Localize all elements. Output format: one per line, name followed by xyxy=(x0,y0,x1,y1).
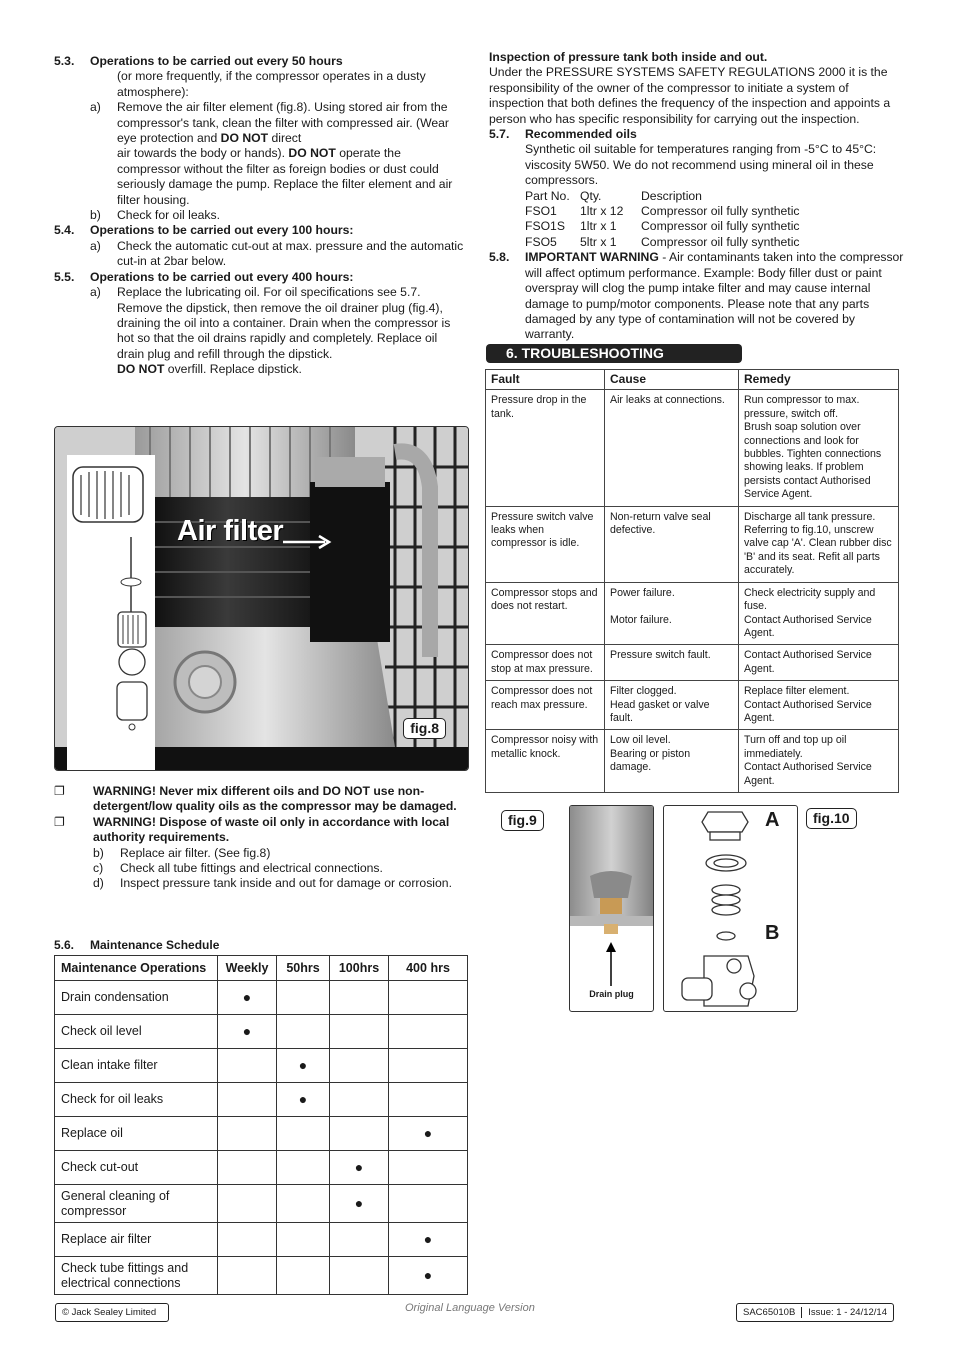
cause-cell: Non-return valve seal defective. xyxy=(605,506,739,582)
schedule-cell: ● xyxy=(330,1185,389,1223)
table-row xyxy=(55,1117,468,1151)
schedule-cell: ● xyxy=(389,1257,468,1295)
fig-10-label: fig.10 xyxy=(806,808,857,829)
oils-table xyxy=(525,189,800,251)
cause-cell: Power failure. Motor failure. xyxy=(605,582,739,645)
operation-cell: Check oil level xyxy=(55,1015,218,1049)
fig-8-label: fig.8 xyxy=(403,718,446,739)
warnings-block: ❐ WARNING! Never mix different oils and DO NOT use non-detergent/low quality oils as the compressor may be damaged. ❐ WARNING! Dispose of waste oil only in accordance with local authority requirements. b) Replace air filter. (See fig.8) c) Check all tube fittings and electrical connections. d) Inspect pressure tank inside and out for damage or corrosion. xyxy=(54,784,464,892)
schedule-cell xyxy=(218,1223,277,1257)
remedy-cell: Contact Authorised Service Agent. xyxy=(739,645,899,681)
oil-row: FSO1S 1ltr x 1 Compressor oil fully synthetic xyxy=(525,219,800,234)
schedule-cell xyxy=(330,1117,389,1151)
remedy-cell: Turn off and top up oil immediately. Contact Authorised Service Agent. xyxy=(739,730,899,793)
table-row xyxy=(55,1151,468,1185)
footer-copyright: © Jack Sealey Limited xyxy=(55,1303,169,1322)
fault-cell: Compressor does not stop at max pressure. xyxy=(486,645,605,681)
footer-language: Original Language Version xyxy=(405,1302,535,1314)
operation-cell: Check for oil leaks xyxy=(55,1083,218,1117)
figure-10 xyxy=(663,805,798,1012)
inspection-section: Inspection of pressure tank both inside and out. Under the PRESSURE SYSTEMS SAFETY REGULATIONS 2000 it is the responsibility of the owner of the compressor to initiate a system of inspection that both defines the frequency of the inspection and appoints a person who has specific responsibility for carrying out the inspection. 5.7. Recommended oils Synthetic oil suitable for temperatures ranging from -5°C to 45°C: viscosity 5W50. We do not recommend using mineral oil in these compressors. Part No. Qty. Description FSO1 1ltr x 12 Compressor oil fully synthetic FSO1S 1ltr x 1 Compressor oil fully synthetic FSO5 5ltr x 1 Compressor oil fully synthetic 5.8. IMPORTANT WARNING - Air contaminants taken into the compressor will affect optimum performance. Example: Body filler dust or paint overspray will clog the pump intake filter and may cause internal damage to pump/motor components. Please note that any parts damaged by any type of contamination will not be covered by warranty. xyxy=(489,50,904,342)
oil-row: FSO1 1ltr x 12 Compressor oil fully synthetic xyxy=(525,204,800,219)
schedule-cell: ● xyxy=(330,1151,389,1185)
schedule-cell xyxy=(330,1015,389,1049)
fault-cell: Compressor does not reach max pressure. xyxy=(486,681,605,730)
schedule-cell xyxy=(389,1049,468,1083)
remedy-cell: Check electricity supply and fuse. Contact Authorised Service Agent. xyxy=(739,582,899,645)
table-row xyxy=(55,1083,468,1117)
arrow-right-icon xyxy=(283,534,333,550)
table-row xyxy=(55,1185,468,1223)
fault-cell: Pressure drop in the tank. xyxy=(486,390,605,506)
schedule-cell: ● xyxy=(277,1049,330,1083)
schedule-cell xyxy=(330,1049,389,1083)
drain-valve-photo xyxy=(570,806,653,1011)
schedule-cell xyxy=(277,1015,330,1049)
table-row xyxy=(55,1257,468,1295)
schedule-cell xyxy=(330,1223,389,1257)
schedule-cell xyxy=(277,981,330,1015)
schedule-cell xyxy=(218,1185,277,1223)
table-row xyxy=(486,506,899,582)
remedy-cell: Replace filter element. Contact Authorised Service Agent. xyxy=(739,681,899,730)
schedule-cell xyxy=(277,1257,330,1295)
figure-9 xyxy=(569,805,654,1012)
schedule-cell xyxy=(277,1223,330,1257)
schedule-cell xyxy=(277,1185,330,1223)
table-row xyxy=(55,1223,468,1257)
fig-9-label: fig.9 xyxy=(501,810,544,831)
schedule-cell xyxy=(277,1151,330,1185)
table-row xyxy=(486,645,899,681)
operation-cell: General cleaning of compressor xyxy=(55,1185,218,1223)
fault-cell: Compressor noisy with metallic knock. xyxy=(486,730,605,793)
schedule-cell xyxy=(389,981,468,1015)
schedule-cell xyxy=(218,1257,277,1295)
warning-1: ❐ WARNING! Never mix different oils and DO NOT use non-detergent/low quality oils as the compressor may be damaged. xyxy=(54,784,457,814)
cause-cell: Air leaks at connections. xyxy=(605,390,739,506)
schedule-cell xyxy=(330,981,389,1015)
table-row xyxy=(486,390,899,506)
schedule-cell: ● xyxy=(389,1117,468,1151)
schedule-cell xyxy=(389,1151,468,1185)
schedule-cell xyxy=(330,1083,389,1117)
troubleshooting-table xyxy=(485,369,899,793)
operation-cell: Replace air filter xyxy=(55,1223,218,1257)
table-row xyxy=(55,981,468,1015)
schedule-cell xyxy=(218,1049,277,1083)
non-return-valve-exploded xyxy=(664,806,797,1011)
oil-header: Part No. Qty. Description xyxy=(525,188,702,203)
figure-8 xyxy=(54,426,469,771)
table-row xyxy=(486,582,899,645)
part-b-label: B xyxy=(765,922,780,944)
schedule-cell xyxy=(218,1083,277,1117)
section-5-3: 5.3. Operations to be carried out every 50 hours (or more frequently, if the compressor operates in a dusty atmosphere): a) Remove the air filter element (fig.8). Using stored air from the compressor's tank, clean the filter with compressed air. (Wear eye protection and DO NOT direct air towards the body or hands). DO NOT operate the compressor without the filter as foreign bodies or dust could seriously damage the pump. Replace the filter element and air filter housing. b) Check for oil leaks. 5.4. Operations to be carried out every 100 hours: a) Check the automatic cut-out at max. pressure and the automatic cut-in at 2bar below. 5.5. Operations to be carried out every 400 hours: a) Replace the lubricating oil. For oil specifications see 5.7. Remove the dipstick, then remove the oil drainer plug (fig.4), draining the oil into a container. Drain when the compressor is hot so that the oil drains rapidly and completely. Replace oil drain plug and refill through the dipstick. DO NOT overfill. Replace dipstick. xyxy=(54,54,464,377)
operation-cell: Check cut-out xyxy=(55,1151,218,1185)
schedule-cell: ● xyxy=(277,1083,330,1117)
table-row xyxy=(55,1015,468,1049)
schedule-cell xyxy=(218,1151,277,1185)
table-row xyxy=(486,730,899,793)
table-row xyxy=(486,681,899,730)
warning-2: ❐ WARNING! Dispose of waste oil only in accordance with local authority requirements. xyxy=(54,814,450,845)
maintenance-schedule-table xyxy=(54,955,468,1295)
schedule-cell: ● xyxy=(218,981,277,1015)
schedule-cell: ● xyxy=(389,1223,468,1257)
schedule-cell xyxy=(218,1117,277,1151)
operation-cell: Check tube fittings and electrical connections xyxy=(55,1257,218,1295)
table-row xyxy=(55,1049,468,1083)
schedule-cell: ● xyxy=(218,1015,277,1049)
schedule-cell xyxy=(277,1117,330,1151)
remedy-cell: Run compressor to max. pressure, switch off. Brush soap solution over connections and look for bubbles. Tighten connections showing leaks. If problem persists contact Authorised Service Agent. xyxy=(739,390,899,506)
schedule-cell xyxy=(389,1083,468,1117)
operation-cell: Clean intake filter xyxy=(55,1049,218,1083)
footer-code-box: SAC65010B Issue: 1 - 24/12/14 xyxy=(736,1303,894,1322)
table-header-row: Fault Cause Remedy xyxy=(486,370,899,390)
cause-cell: Pressure switch fault. xyxy=(605,645,739,681)
remedy-cell: Discharge all tank pressure. Referring to fig.10, unscrew valve cap 'A'. Clean rubber disc 'B' and its seat. Refit all parts accurately. xyxy=(739,506,899,582)
schedule-cell xyxy=(330,1257,389,1295)
fault-cell: Compressor stops and does not restart. xyxy=(486,582,605,645)
oil-row: FSO5 5ltr x 1 Compressor oil fully synthetic xyxy=(525,234,800,249)
troubleshooting-heading: 6. TROUBLESHOOTING xyxy=(486,344,742,363)
cause-cell: Low oil level. Bearing or piston damage. xyxy=(605,730,739,793)
schedule-cell xyxy=(389,1015,468,1049)
table-header-row: Maintenance Operations Weekly 50hrs 100hrs 400 hrs xyxy=(55,956,468,981)
operation-cell: Drain condensation xyxy=(55,981,218,1015)
air-filter-callout: Air filter xyxy=(177,515,284,547)
section-5-6: 5.6. Maintenance Schedule xyxy=(54,938,220,952)
drain-plug-label: Drain plug xyxy=(589,989,634,999)
schedule-cell xyxy=(389,1185,468,1223)
part-a-label: A xyxy=(765,809,780,831)
cause-cell: Filter clogged. Head gasket or valve fault. xyxy=(605,681,739,730)
operation-cell: Replace oil xyxy=(55,1117,218,1151)
fault-cell: Pressure switch valve leaks when compressor is idle. xyxy=(486,506,605,582)
